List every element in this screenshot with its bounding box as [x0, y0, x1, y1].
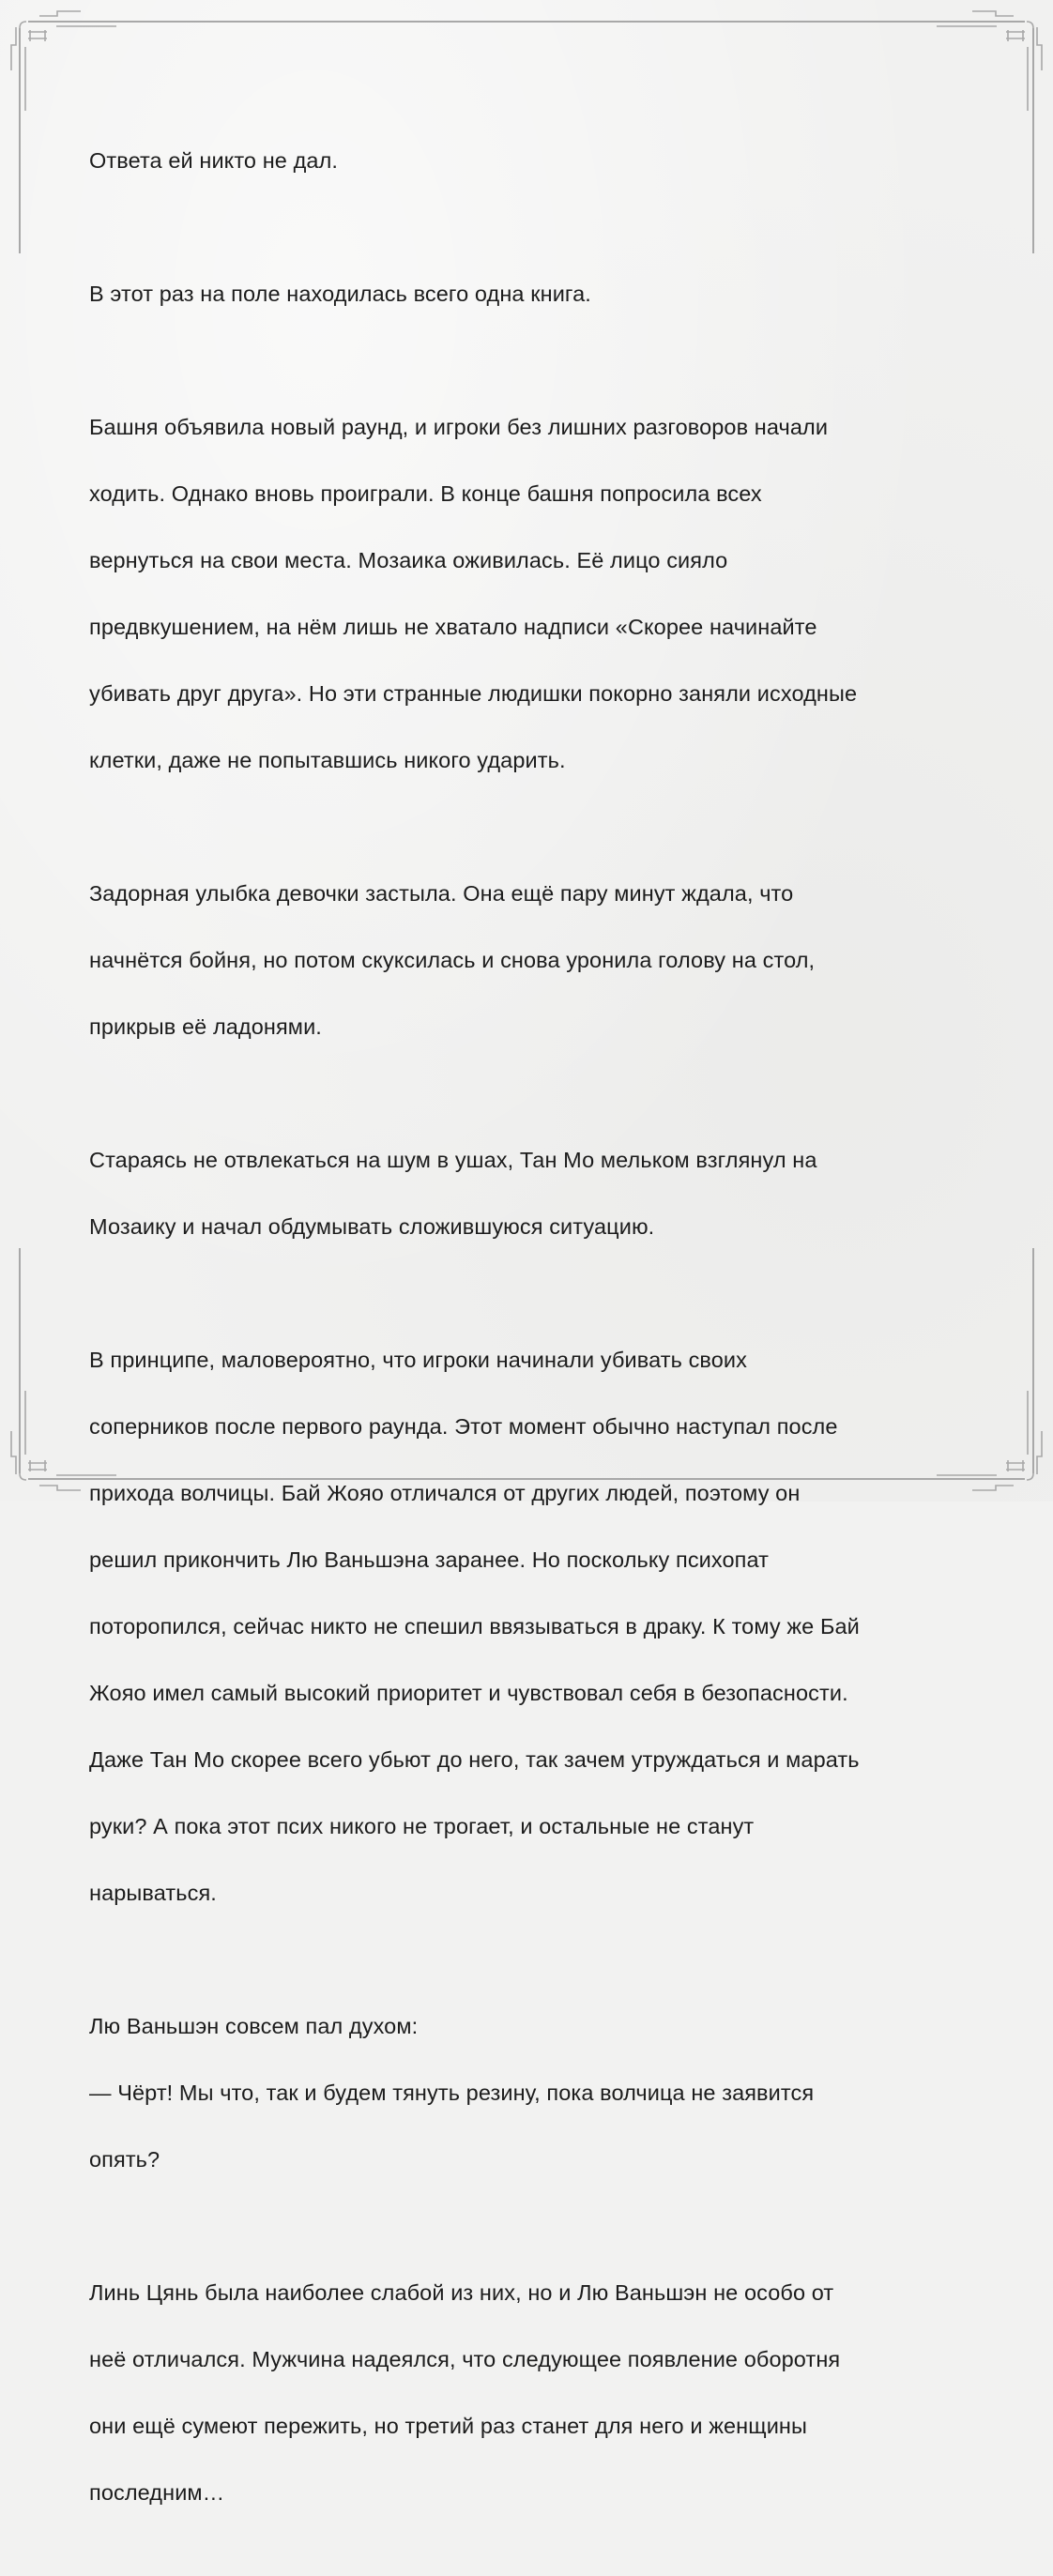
corner-ornament-top-left: [11, 11, 116, 111]
text-line: прихода волчицы. Бай Жояо отличался от других людей, поэтому он: [89, 1480, 801, 1505]
text-line: прикрыв её ладонями.: [89, 1014, 322, 1039]
text-line: руки? А пока этот псих никого не трогает, и остальные не станут: [89, 1813, 755, 1838]
dialogue-line: — Чёрт! Мы что, так и будем тянуть резину, пока волчица не заявится: [89, 2080, 815, 2105]
paragraph-7: [89, 1976, 962, 2210]
text-line: клетки, даже не попытавшись никого ударить.: [89, 747, 566, 772]
paragraph-4: [89, 844, 962, 1077]
text-line: Линь Цянь была наиболее слабой из них, но и Лю Ваньшэн не особо от: [89, 2279, 834, 2305]
text-line: В этот раз на поле находилась всего одна книга.: [89, 281, 591, 306]
text-line: предвкушением, на нём лишь не хватало надписи «Скорее начинайте: [89, 614, 817, 639]
text-line: Мозаику и начал обдумывать сложившуюся ситуацию.: [89, 1213, 655, 1239]
text-line: неё отличался. Мужчина надеялся, что следующее появление оборотня: [89, 2346, 841, 2371]
paragraph-3: [89, 377, 962, 811]
text-line: Ответа ей никто не дал.: [89, 147, 339, 173]
text-line: поторопился, сейчас никто не спешил ввязываться в драку. К тому же Бай: [89, 1613, 860, 1639]
text-line: решил прикончить Лю Ваньшэна заранее. Но поскольку психопат: [89, 1547, 769, 1572]
text-line: соперников после первого раунда. Этот момент обычно наступал после: [89, 1413, 838, 1439]
paragraph-1: [89, 111, 962, 211]
text-line: убивать друг друга». Но эти странные людишки покорно заняли исходные: [89, 680, 858, 706]
text-line: начнётся бойня, но потом скуксилась и снова уронила голову на стол,: [89, 947, 816, 972]
text-line: Лю Ваньшэн совсем пал духом:: [89, 2013, 419, 2038]
text-line: вернуться на свои места. Мозаика оживилась. Её лицо сияло: [89, 547, 728, 572]
paragraph-2: [89, 244, 962, 344]
text-line: В принципе, маловероятно, что игроки начинали убивать своих: [89, 1347, 747, 1372]
text-line: Жояо имел самый высокий приоритет и чувствовал себя в безопасности.: [89, 1680, 848, 1705]
text-line: ходить. Однако вновь проиграли. В конце башня попросила всех: [89, 480, 762, 506]
text-line: Башня объявила новый раунд, и игроки без лишних разговоров начали: [89, 414, 829, 439]
text-line: нарываться.: [89, 1880, 217, 1905]
paragraph-8: [89, 2243, 962, 2543]
text-line: Даже Тан Мо скорее всего убьют до него, так зачем утруждаться и марать: [89, 1746, 860, 1772]
text-line: Задорная улыбка девочки застыла. Она ещё пару минут ждала, что: [89, 880, 794, 906]
text-line: Стараясь не отвлекаться на шум в ушах, Тан Мо мельком взглянул на: [89, 1147, 817, 1172]
paragraph-6: [89, 1310, 962, 1943]
dialogue-line: опять?: [89, 2146, 160, 2172]
text-line: последним…: [89, 2479, 225, 2505]
text-line: они ещё сумеют пережить, но третий раз станет для него и женщины: [89, 2413, 807, 2438]
document-body: [89, 111, 962, 2576]
corner-ornament-top-right: [937, 11, 1042, 111]
paragraph-5: [89, 1110, 962, 1277]
